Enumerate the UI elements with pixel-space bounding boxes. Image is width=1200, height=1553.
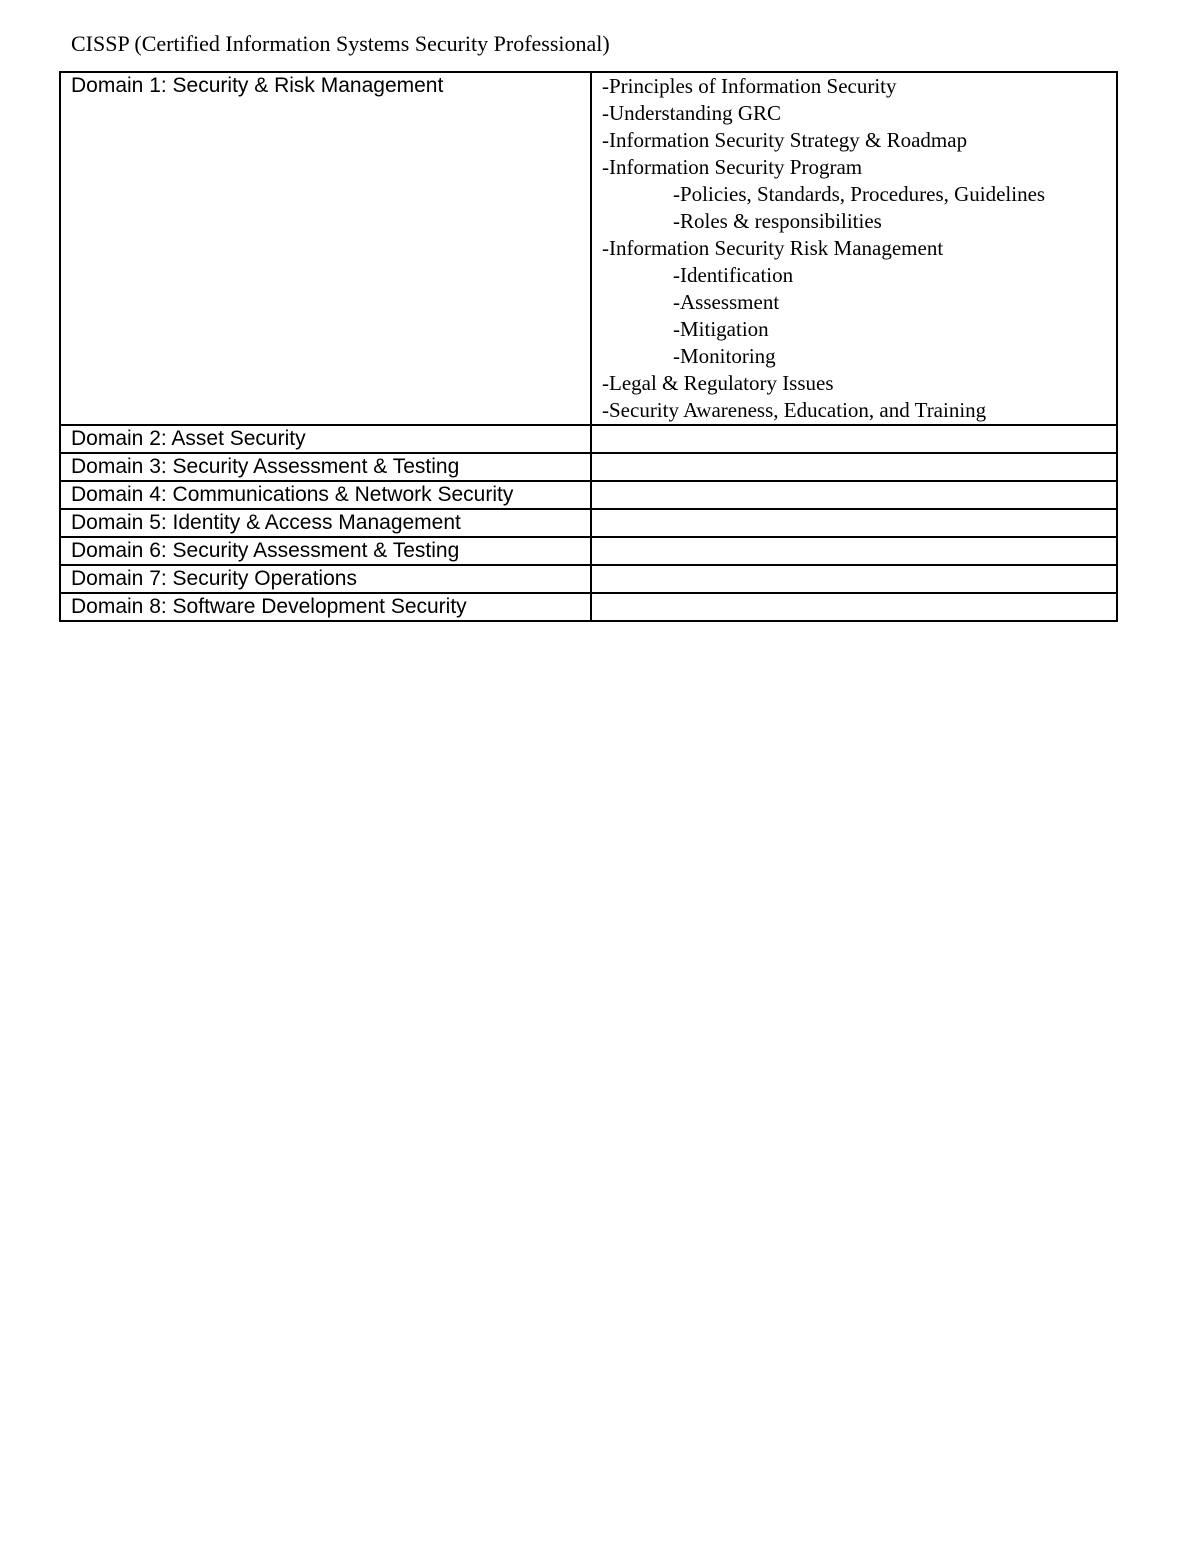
domain-cell: Domain 2: Asset Security <box>60 425 591 453</box>
subtopic-item: -Roles & responsibilities <box>673 209 882 233</box>
table-row <box>60 565 1117 593</box>
topics-cell-empty <box>591 565 1117 593</box>
table-row <box>60 72 1117 425</box>
domain-cell: Domain 4: Communications & Network Security <box>60 481 591 509</box>
subtopic-item: -Identification <box>673 263 794 287</box>
table-row <box>60 481 1117 509</box>
topics-cell-empty <box>591 453 1117 481</box>
topic-item: -Information Security Program <box>602 155 863 179</box>
topics-cell-empty <box>591 593 1117 621</box>
topic-item: -Information Security Strategy & Roadmap <box>602 128 968 152</box>
topics-cell <box>591 72 1117 425</box>
topics-cell-empty <box>591 425 1117 453</box>
subtopic-item: -Monitoring <box>673 344 776 368</box>
table-row <box>60 453 1117 481</box>
table-row <box>60 509 1117 537</box>
domain-cell: Domain 7: Security Operations <box>60 565 591 593</box>
topic-item: -Understanding GRC <box>602 101 782 125</box>
subtopic-item: -Policies, Standards, Procedures, Guidelines <box>673 182 1046 206</box>
topic-item: -Legal & Regulatory Issues <box>602 371 834 395</box>
subtopic-item: -Assessment <box>673 290 780 314</box>
document-title: CISSP (Certified Information Systems Security Professional) <box>71 31 610 56</box>
topic-item: -Information Security Risk Management <box>602 236 944 260</box>
table-row <box>60 537 1117 565</box>
domain-cell: Domain 8: Software Development Security <box>60 593 591 621</box>
topics-cell-empty <box>591 481 1117 509</box>
topic-item: -Security Awareness, Education, and Training <box>602 398 987 422</box>
topic-item: -Principles of Information Security <box>602 74 897 98</box>
table-row <box>60 425 1117 453</box>
subtopic-item: -Mitigation <box>673 317 769 341</box>
table-row <box>60 593 1117 621</box>
topics-cell-empty <box>591 509 1117 537</box>
domain-cell: Domain 1: Security & Risk Management <box>60 72 591 425</box>
domain-cell: Domain 6: Security Assessment & Testing <box>60 537 591 565</box>
domain-cell: Domain 5: Identity & Access Management <box>60 509 591 537</box>
topics-cell-empty <box>591 537 1117 565</box>
domains-table <box>59 71 1118 622</box>
domain-cell: Domain 3: Security Assessment & Testing <box>60 453 591 481</box>
